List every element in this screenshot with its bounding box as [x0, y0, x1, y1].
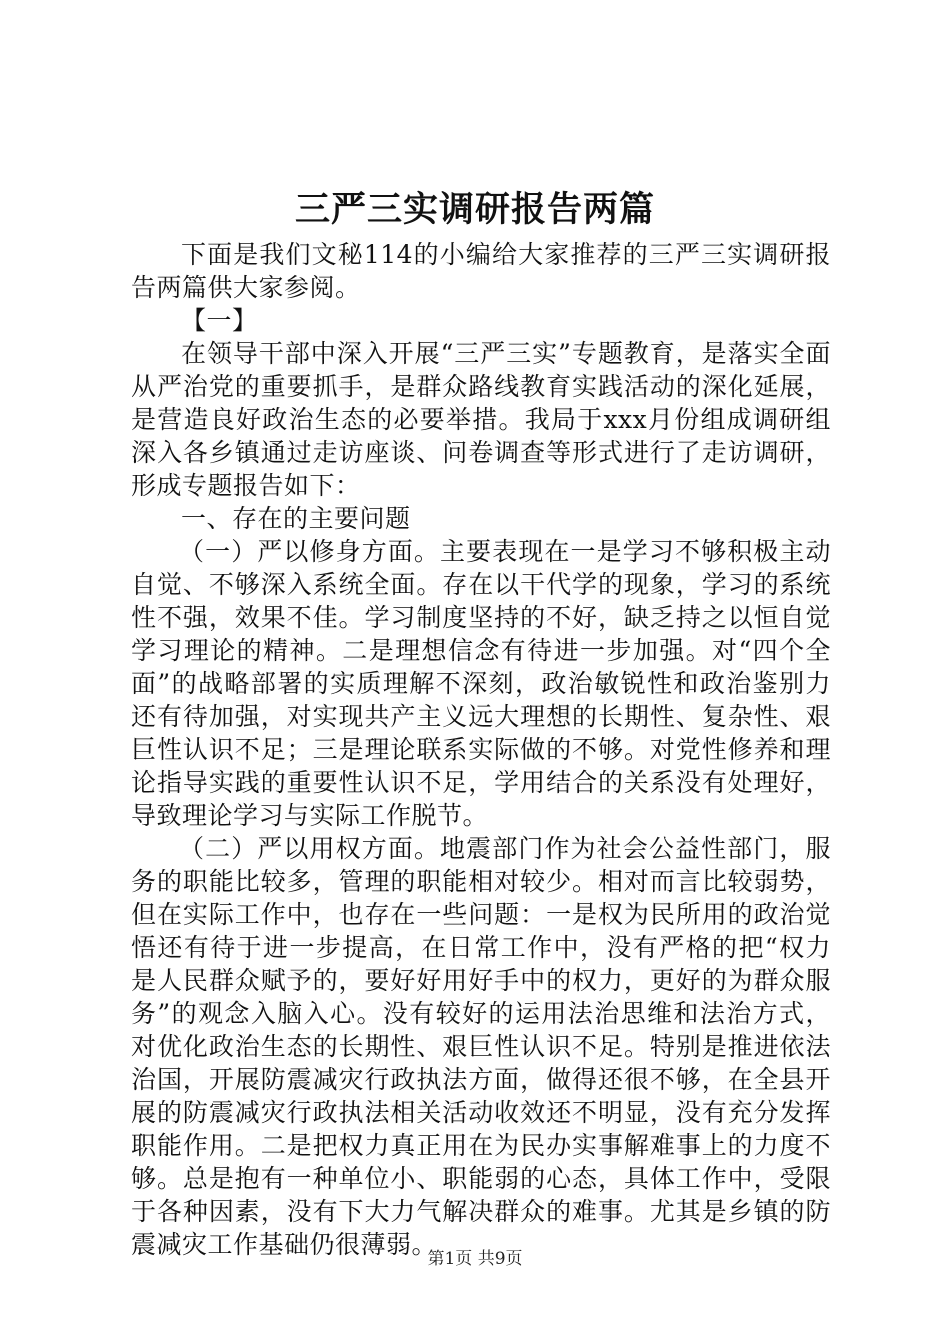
body-paragraph: （一）严以修身方面。主要表现在一是学习不够积极主动自觉、不够深入系统全面。存在以干代学的现象，学习的系统性不强，效果不佳。学习制度坚持的不好，缺乏持之以恒自觉学习理论的精神。二是理想信念有待进一步加强。对“四个全面”的战略部署的实质理解不深刻，政治敏锐性和政治鉴别力还有待加强，对实现共产主义远大理想的长期性、复杂性、艰巨性认识不足；三是理论联系实际做的不够。对党性修养和理论指导实践的重要性认识不足，学用结合的关系没有处理好，导致理论学习与实际工作脱节。	[131, 537, 831, 830]
intro-paragraph: 下面是我们文秘114的小编给大家推荐的三严三实调研报告两篇供大家参阅。	[131, 240, 831, 302]
section-heading: 一、存在的主要问题	[181, 504, 411, 533]
body-paragraph: 在领导干部中深入开展“三严三实”专题教育，是落实全面从严治党的重要抓手，是群众路线教育实践活动的深化延展，是营造良好政治生态的必要举措。我局于xxx月份组成调研组深入各乡镇通过走访座谈、问卷调查等形式进行了走访调研，形成专题报告如下：	[131, 339, 831, 500]
section-marker: 【一】	[181, 306, 258, 335]
document-body	[131, 238, 831, 1261]
document-title: 三严三实调研报告两篇	[294, 189, 655, 230]
page-footer: 第1页 共9页	[427, 1249, 523, 1269]
body-paragraph: （二）严以用权方面。地震部门作为社会公益性部门，服务的职能比较多，管理的职能相对较少。相对而言比较弱势，但在实际工作中，也存在一些问题：一是权为民所用的政治觉悟还有待于进一步提高，在日常工作中，没有严格的把“权力是人民群众赋予的，要好好用好手中的权力，更好的为群众服务”的观念入脑入心。没有较好的运用法治思维和法治方式，对优化政治生态的长期性、艰巨性认识不足。特别是推进依法治国，开展防震减灾行政执法方面，做得还很不够，在全县开展的防震减灾行政执法相关活动收效还不明显，没有充分发挥职能作用。二是把权力真正用在为民办实事解难事上的力度不够。总是抱有一种单位小、职能弱的心态，具体工作中，受限于各种因素，没有下大力气解决群众的难事。尤其是乡镇的防震减灾工作基础仍很薄弱。	[131, 834, 831, 1259]
